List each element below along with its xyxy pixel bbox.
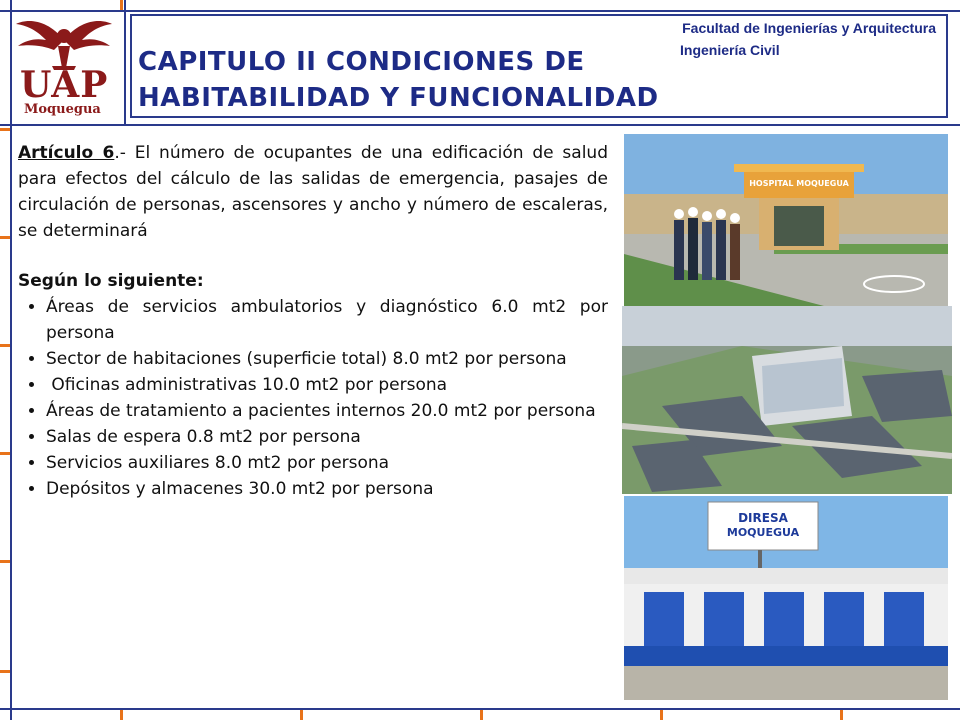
requirements-list (18, 294, 608, 502)
logo-name: UAP (20, 64, 109, 106)
frame-tick (480, 710, 483, 720)
hospital-sign: HOSPITAL MOQUEGUA (749, 179, 849, 188)
faculty-name: Facultad de Ingenierías y Arquitectura (682, 20, 936, 36)
frame-header-line (0, 124, 960, 126)
list-item: • Oficinas administrativas 10.0 mt2 por persona (46, 372, 608, 398)
frame-top-line (0, 10, 960, 12)
page-title: CAPITULO II CONDICIONES DE HABITABILIDAD Y FUNCIONALIDAD (138, 47, 659, 113)
program-name: Ingeniería Civil (680, 42, 780, 58)
list-heading: Según lo siguiente: (18, 271, 204, 291)
article-body: .- El número de ocupantes de una edificación de salud para efectos del cálculo de las salidas de emergencia, pasajes de circulación de personas, ascensores y ancho y número de escaleras, se determinará (18, 143, 608, 241)
list-item: • Servicios auxiliares 8.0 mt2 por persona (46, 450, 608, 476)
list-item: • Áreas de servicios ambulatorios y diagnóstico 6.0 mt2 por persona (46, 294, 608, 346)
frame-logo-divider (124, 0, 126, 126)
frame-tick (0, 670, 10, 673)
article-paragraph (18, 140, 608, 244)
diresa-sign-line1: DIRESA (738, 511, 788, 525)
list-item: • Áreas de tratamiento a pacientes internos 20.0 mt2 por persona (46, 398, 608, 424)
frame-tick (840, 710, 843, 720)
frame-tick (0, 560, 10, 563)
frame-tick (660, 710, 663, 720)
frame-tick (0, 236, 10, 239)
frame-tick (300, 710, 303, 720)
frame-tick (0, 452, 10, 455)
title-band (130, 14, 948, 118)
list-item: • Salas de espera 0.8 mt2 por persona (46, 424, 608, 450)
hospital-aerial-render-photo (622, 306, 952, 494)
diresa-sign-line2: MOQUEGUA (726, 526, 800, 539)
list-item: • Sector de habitaciones (superficie total) 8.0 mt2 por persona (46, 346, 608, 372)
frame-tick (120, 710, 123, 720)
frame-tick (0, 128, 10, 131)
diresa-building-photo (624, 496, 948, 700)
frame-tick (0, 344, 10, 347)
logo-subtitle: Moquegua (24, 102, 101, 117)
main-content (18, 140, 608, 502)
frame-tick (120, 0, 123, 10)
list-item: • Depósitos y almacenes 30.0 mt2 por persona (46, 476, 608, 502)
article-heading: Artículo 6 (18, 143, 115, 163)
hospital-entrance-photo (624, 134, 948, 306)
